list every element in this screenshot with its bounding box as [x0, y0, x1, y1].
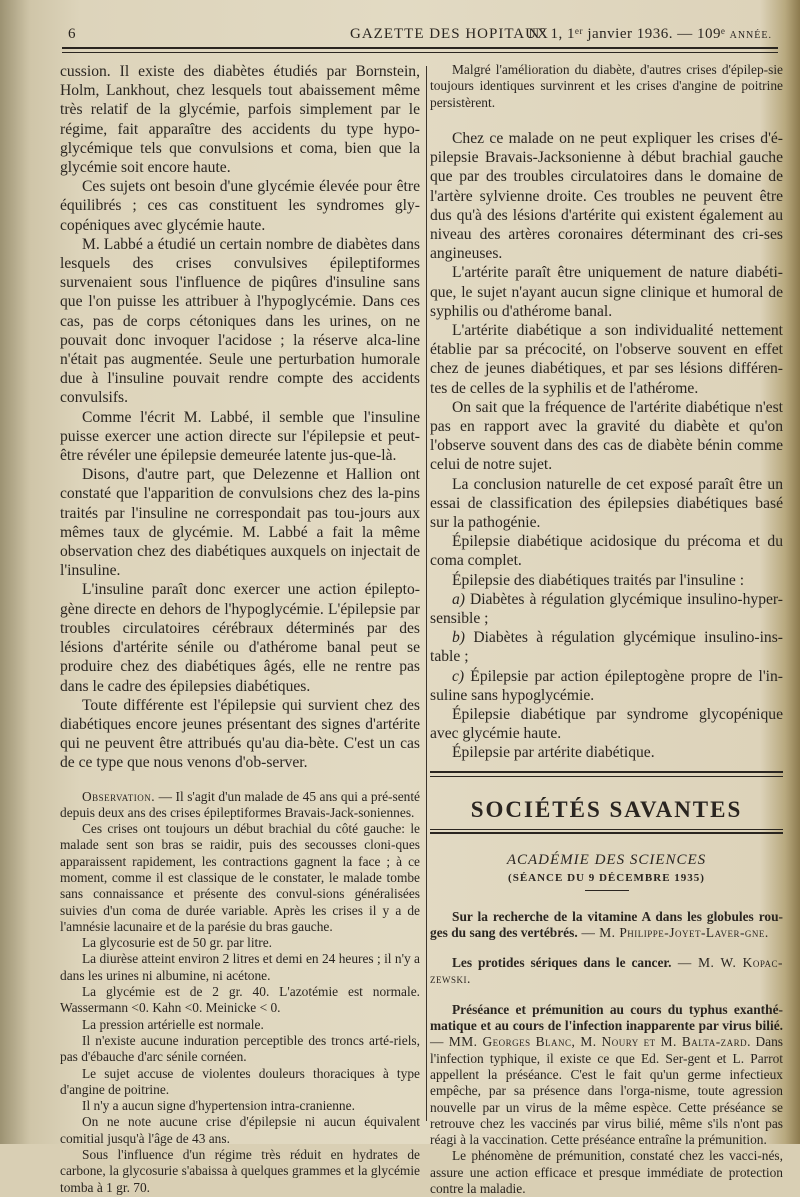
list-item-text: Diabètes à régulation glycémique insulino-hyper-sensible ; [430, 590, 783, 627]
left-column [60, 62, 420, 1196]
small-paragraph: Malgré l'amélioration du diabète, d'autres crises d'épilep-sie toujours identiques survinrent et les crises d'angine de poitrine persistèrent. [430, 62, 783, 110]
classification-list [430, 590, 783, 705]
communication-author: — M. Philippe-Joyet-Laver-gne. [577, 924, 769, 940]
paragraph: L'artérite diabétique a son individualité nettement établie par sa précocité, on l'observe souvent en effet chez de jeunes diabétiques, et par ses lésions différen-tes de celles de la syphilis et de l'athérome. [430, 321, 783, 397]
communication-author: — M. W. Kopac-zewski. [430, 955, 783, 987]
column-divider [426, 66, 427, 1121]
right-column [430, 62, 783, 1197]
small-paragraph: La pression artérielle est normale. [82, 1016, 264, 1032]
communication-title: Sur la recherche de la vitamine A dans les globules rou-ges du sang des vertébrés. [430, 908, 783, 940]
observation-text: — Il s'agit d'un malade de 45 ans qui a pré-senté depuis deux ans des crises épileptiformes Bravais-Jack-soniennes. [60, 788, 420, 820]
paragraph: M. Labbé a étudié un certain nombre de diabètes dans lesquels des crises convulsives épileptiformes survenaient sous l'influence de piqûres d'insuline sans que l'on puisse les attribuer à l'hypoglycémie. Dans ces cas, pas de corps cétoniques dans les urines, on ne pouvait donc invoquer l'acidose ; la réserve alca-line n'était pas augmentée. Seule une perturbation humorale due à l'insuline pouvait rendre compte des accidents convulsifs. [60, 235, 420, 407]
communication-text: Dans l'infection typhique, il existe ce que Ed. Ser-gent et L. Parrot appellent la préséance. C'est le fait qu'un germe infectieux empêche, par sa présence dans l'orga-nisme, toute agression nouvelle par un virus de la même espèce. Cette préséance se retrouve chez les vaccinés par virus bilié, même s'ils n'ont pas réagi à la vaccination. Cette préséance entraîne la prémunition. [430, 1034, 783, 1148]
paragraph: Épilepsie diabétique acidosique du précoma et du coma complet. [430, 533, 783, 570]
paragraph: L'insuline paraît donc exercer une action épilepto-gène directe en dehors de l'hypoglycémie. L'épilepsie par troubles circulatoires cérébraux déterminés par des lésions d'artérite sénile ou d'athérome banal peut se produire chez des diabétiques âgés, elle ne rentre pas dans le cadre des épilepsies diabétiques. [60, 581, 420, 695]
paragraph: Ces sujets ont besoin d'une glycémie élevée pour être équilibrés ; ces cas constituent les syndromes gly-copéniques avec glycémie haute. [60, 178, 420, 234]
paragraph: Chez ce malade on ne peut expliquer les crises d'é-pilepsie Bravais-Jacksonienne à début brachial gauche que par des troubles circulatoires dans le domaine de l'artère sylvienne droite. Ces troubles ne peuvent être dus qu'à des lésions d'artérite qui existent également au niveau des artères coronaires déterminant des cri-ses angineuses. [430, 129, 783, 263]
short-divider [585, 890, 629, 891]
header-rule-thick [62, 47, 778, 49]
issue-info [528, 26, 772, 43]
communication [430, 1002, 783, 1149]
small-paragraph: Il n'y a aucun signe d'hypertension intra-cranienne. [82, 1098, 355, 1114]
section-rule-thick [430, 771, 783, 773]
communication [430, 955, 783, 988]
list-item-label: a) [452, 590, 465, 608]
small-paragraph: La glycémie est de 2 gr. 40. L'azotémie est normale. Wassermann <0. Kahn <0. Meinicke < 0. [60, 984, 420, 1016]
page-number: 6 [68, 26, 76, 42]
paragraph: On sait que la fréquence de l'artérite diabétique n'est pas en rapport avec la gravité du diabète et qu'on l'observe souvent dans des cas de diabète bénin comme celui de notre sujet. [430, 398, 783, 474]
issue-date: N° 1, 1ᵉʳ janvier 1936. — 109ᵉ [528, 26, 726, 42]
paragraph: Toute différente est l'épilepsie qui survient chez des diabétiques encore jeunes présentant des signes d'artérite qui ne peuvent être attribués qu'au dia-bète. C'est un cas de ce type que nous venons d'ob-server. [60, 696, 420, 772]
issue-year-label: ANNÉE. [729, 30, 772, 41]
section-rule-thin [430, 776, 783, 777]
small-paragraph: Sous l'influence d'un régime très réduit en hydrates de carbone, la glycosurie s'abaissa à quelques grammes et la glycémie tomba à 1 gr. 70. [60, 1147, 420, 1195]
paragraph: L'artérite paraît être uniquement de nature diabéti-que, le sujet n'ayant aucun signe clinique et humoral de syphilis ou d'athérome banal. [430, 264, 783, 320]
small-paragraph: Ces crises ont toujours un début brachial du côté gauche: le malade sent son bras se raidir, puis des secousses cloni-ques apparaissent rapidement, les contractions gagnent la face ; à ce moment, comme il est classique de le constater, le malade tombe sans connaissance et présente des convul-sions généralisées suivies d'un coma de durée variable. Après les crises il y a de l'amnésie lacunaire et de la parésie du bras gauche. [60, 821, 420, 934]
communication [430, 909, 783, 942]
header-rule-thin [62, 52, 778, 53]
paragraph: Épilepsie des diabétiques traités par l'insuline : [452, 571, 745, 589]
small-paragraph: La diurèse atteint environ 2 litres et demi en 24 heures ; il n'y a dans les urines ni albumine, ni acétone. [60, 951, 420, 983]
list-item-text: Épilepsie par action épileptogène propre de l'in-suline sans hypoglycémie. [430, 667, 783, 704]
paragraph: Disons, d'autre part, que Delezenne et Hallion ont constaté que l'apparition de convulsions chez des la-pins traités par l'insuline ne correspondait pas tou-jours aux mêmes taux de glycémie. M. Labbé a fait la même observation chez des diabétiques auxquels on injectait de l'insuline. [60, 466, 420, 580]
communication-title: Préséance et prémunition au cours du typhus exanthé-matique et au cours de l'infection inapparente par virus bilié. [430, 1001, 783, 1034]
list-item [430, 628, 783, 666]
title-rule-thin [430, 829, 783, 830]
list-item-label: b) [452, 629, 465, 647]
paragraph: La conclusion naturelle de cet exposé paraît être un essai de classification des épilepsies diabétiques basé sur la pathogénie. [430, 475, 783, 531]
small-paragraph: La glycosurie est de 50 gr. par litre. [82, 935, 273, 951]
small-paragraph: Le sujet accuse de violentes douleurs thoraciques à type d'angine de poitrine. [60, 1065, 420, 1097]
paragraph: Épilepsie par artérite diabétique. [452, 744, 655, 762]
observation-label: Observation. [82, 788, 156, 804]
small-paragraph: Il n'existe aucune induration perceptible des troncs arté-riels, pas d'ébauche d'arc sénile cornéen. [60, 1032, 420, 1065]
list-item-label: c) [452, 667, 465, 685]
communication-title: Les protides sériques dans le cancer. [452, 955, 672, 971]
small-paragraph: On ne note aucune crise d'épilepsie ni aucun équivalent comitial jusqu'à l'âge de 43 ans. [60, 1114, 420, 1146]
paragraph: cussion. Il existe des diabètes étudiés par Bornstein, Holm, Lankhout, chez lesquels tout abaissement même très relatif de la glycémie, parfois simplement par le régime, fait apparaître des accidents du type hypo-glycémique tels que convulsions et coma, bien que la glycémie soit encore haute. [60, 63, 420, 177]
title-rule-thick [430, 832, 783, 834]
list-item [430, 590, 783, 628]
paragraph: Épilepsie diabétique par syndrome glycopénique avec glycémie haute. [430, 705, 783, 743]
session-date: (SÉANCE DU 9 DÉCEMBRE 1935) [508, 871, 705, 884]
observation-paragraph [60, 789, 420, 822]
communication-author: — MM. Georges Blanc, M. Noury et M. Balta-zard. [430, 1034, 752, 1050]
list-item-text: Diabètes à régulation glycémique insulino-ins-table ; [430, 629, 783, 666]
small-paragraph: Le phénomène de prémunition, constaté chez les vacci-nés, assure une action efficace et presque immédiate de protection contre la maladie. [430, 1148, 783, 1197]
running-header [60, 26, 772, 46]
academy-heading: ACADÉMIE DES SCIENCES [506, 851, 707, 868]
section-title: SOCIÉTÉS SAVANTES [470, 796, 743, 822]
list-item [430, 667, 783, 705]
paragraph: Comme l'écrit M. Labbé, il semble que l'insuline puisse exercer une action directe sur l'épilepsie et peut-être révéler une épilepsie demeurée latente jus-que-là. [60, 408, 420, 465]
journal-title: GAZETTE DES HOPITAUX [350, 26, 549, 42]
